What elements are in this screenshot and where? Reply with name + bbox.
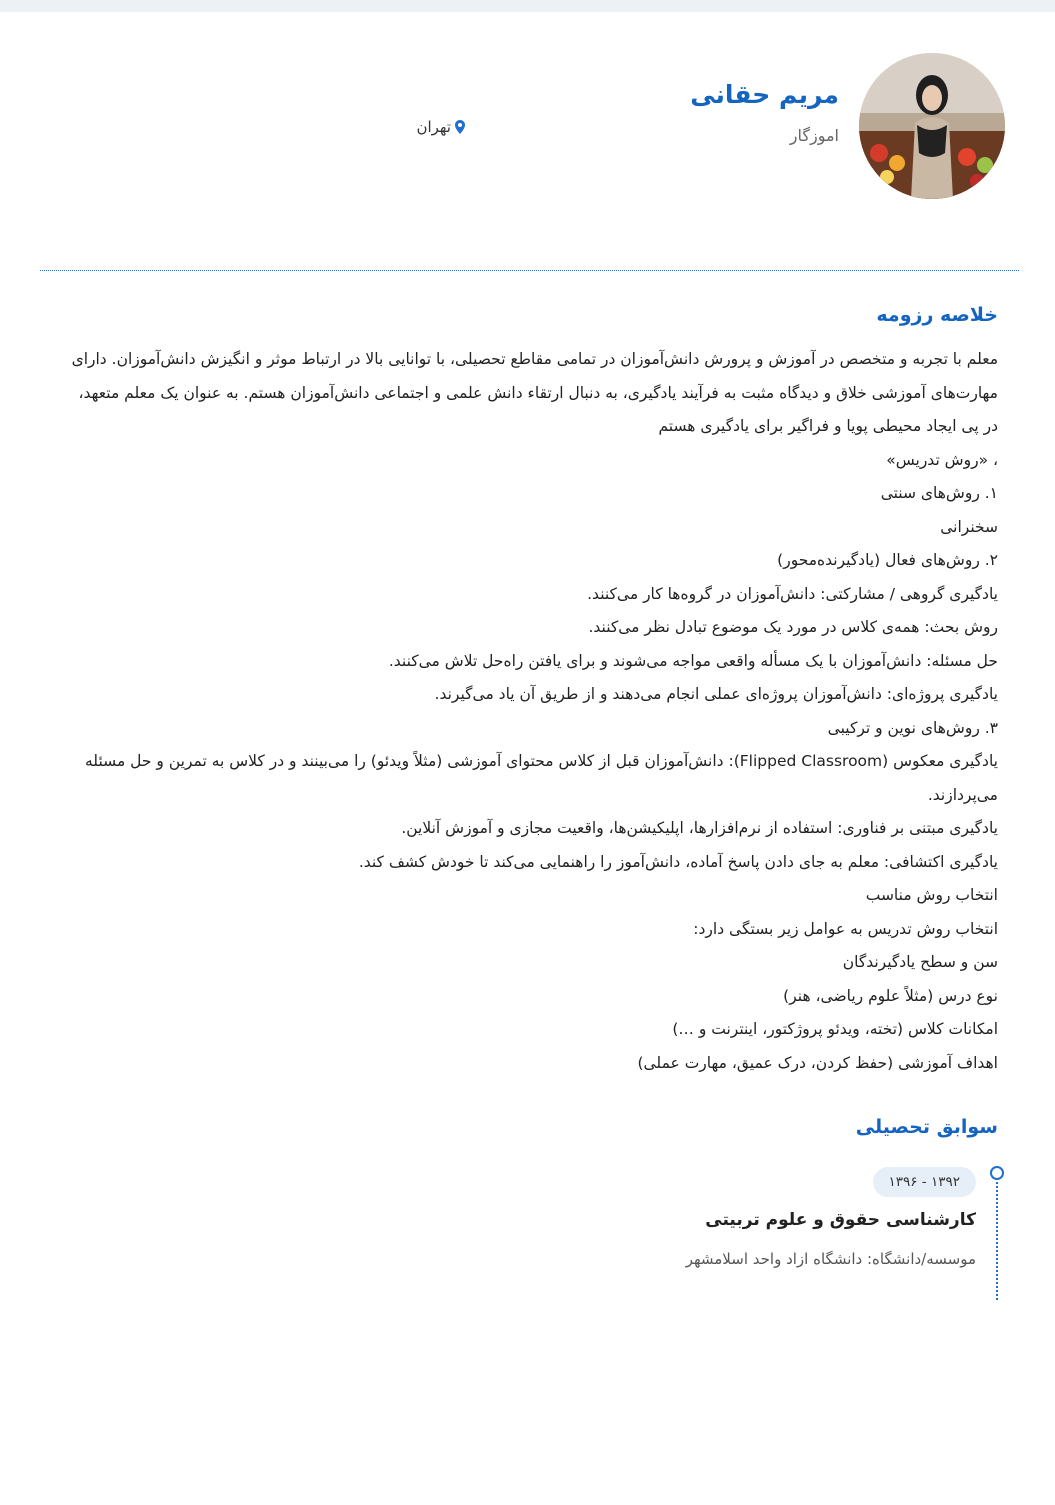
summary-line: یادگیری مبتنی بر فناوری: استفاده از نرم‌افزارها، اپلیکیشن‌ها، واقعیت مجازی و آموزش آنلاین. <box>401 819 998 837</box>
timeline-line <box>996 1170 998 1300</box>
profile-name: مریم حقانی <box>690 80 839 109</box>
summary-line: سخنرانی <box>940 517 998 536</box>
profile-header <box>40 50 1005 210</box>
summary-line: امکانات کلاس (تخته، ویدئو پروژکتور، اینترنت و …) <box>672 1020 998 1038</box>
summary-line: یادگیری پروژه‌ای: دانش‌آموزان پروژه‌ای عملی انجام می‌دهند و از طریق آن یاد می‌گیرند. <box>434 685 998 703</box>
education-degree: کارشناسی حقوق و علوم تربیتی <box>705 1210 976 1230</box>
summary-title: خلاصه رزومه <box>876 304 998 326</box>
summary-line: یادگیری معکوس (Flipped Classroom): دانش‌آموزان قبل از کلاس محتوای آموزشی (مثلاً ویدئو) را می‌بینند و در کلاس به تمرین و حل مسئله می‌پردازند. <box>85 752 998 804</box>
location-text: تهران <box>416 118 451 136</box>
profile-job-title: اموزگار <box>789 126 839 145</box>
summary-line: ، «روش تدریس» <box>886 450 998 469</box>
summary-line: انتخاب روش تدریس به عوامل زیر بستگی دارد: <box>693 919 998 938</box>
summary-line: اهداف آموزشی (حفظ کردن، درک عمیق، مهارت عملی) <box>637 1053 998 1072</box>
avatar-photo <box>859 53 1005 199</box>
summary-line: ۲. روش‌های فعال (یادگیرنده‌محور) <box>777 551 998 569</box>
map-pin-icon <box>455 120 465 134</box>
education-title: سوابق تحصیلی <box>855 1116 998 1138</box>
education-institute: موسسه/دانشگاه: دانشگاه ازاد واحد اسلامشهر <box>685 1250 976 1268</box>
summary-line: ۱. روش‌های سنتی <box>880 484 998 502</box>
header-divider <box>40 270 1019 271</box>
education-item <box>398 1162 998 1302</box>
summary-line: انتخاب روش مناسب <box>865 886 998 904</box>
profile-avatar <box>859 53 1005 199</box>
summary-section <box>68 343 998 1080</box>
summary-paragraph: معلم با تجربه و متخصص در آموزش و پرورش دانش‌آموزان در تمامی مقاطع تحصیلی، با توانایی بالا در ارتباط موثر و انگیزش دانش‌آموزان. دارای مهارت‌های آموزشی خلاق و دیدگاه مثبت به فرآیند یادگیری، به دنبال ارتقاء دانش علمی و اجتماعی دانش‌آموزان هستم. به عنوان یک معلم متعهد، در پی ایجاد محیطی پویا و فراگیر برای یادگیری هستم <box>71 350 998 435</box>
summary-line: روش بحث: همه‌ی کلاس در مورد یک موضوع تبادل نظر می‌کنند. <box>588 618 998 636</box>
summary-line: یادگیری اکتشافی: معلم به جای دادن پاسخ آماده، دانش‌آموز را راهنمایی می‌کند تا خودش کشف کند. <box>358 852 998 871</box>
summary-line: سن و سطح یادگیرندگان <box>842 953 998 971</box>
summary-line: ۳. روش‌های نوین و ترکیبی <box>827 718 998 737</box>
summary-line: حل مسئله: دانش‌آموزان با یک مسأله واقعی مواجه می‌شوند و برای یافتن راه‌حل تلاش می‌کنند. <box>388 651 998 670</box>
summary-line: یادگیری گروهی / مشارکتی: دانش‌آموزان در گروه‌ها کار می‌کنند. <box>587 584 998 603</box>
education-years-badge: ۱۳۹۲ - ۱۳۹۶ <box>873 1167 977 1197</box>
profile-location <box>416 118 465 136</box>
top-bar <box>0 0 1055 12</box>
summary-line: نوع درس (مثلاً علوم ریاضی، هنر) <box>783 986 998 1005</box>
timeline-dot-icon <box>990 1166 1004 1180</box>
